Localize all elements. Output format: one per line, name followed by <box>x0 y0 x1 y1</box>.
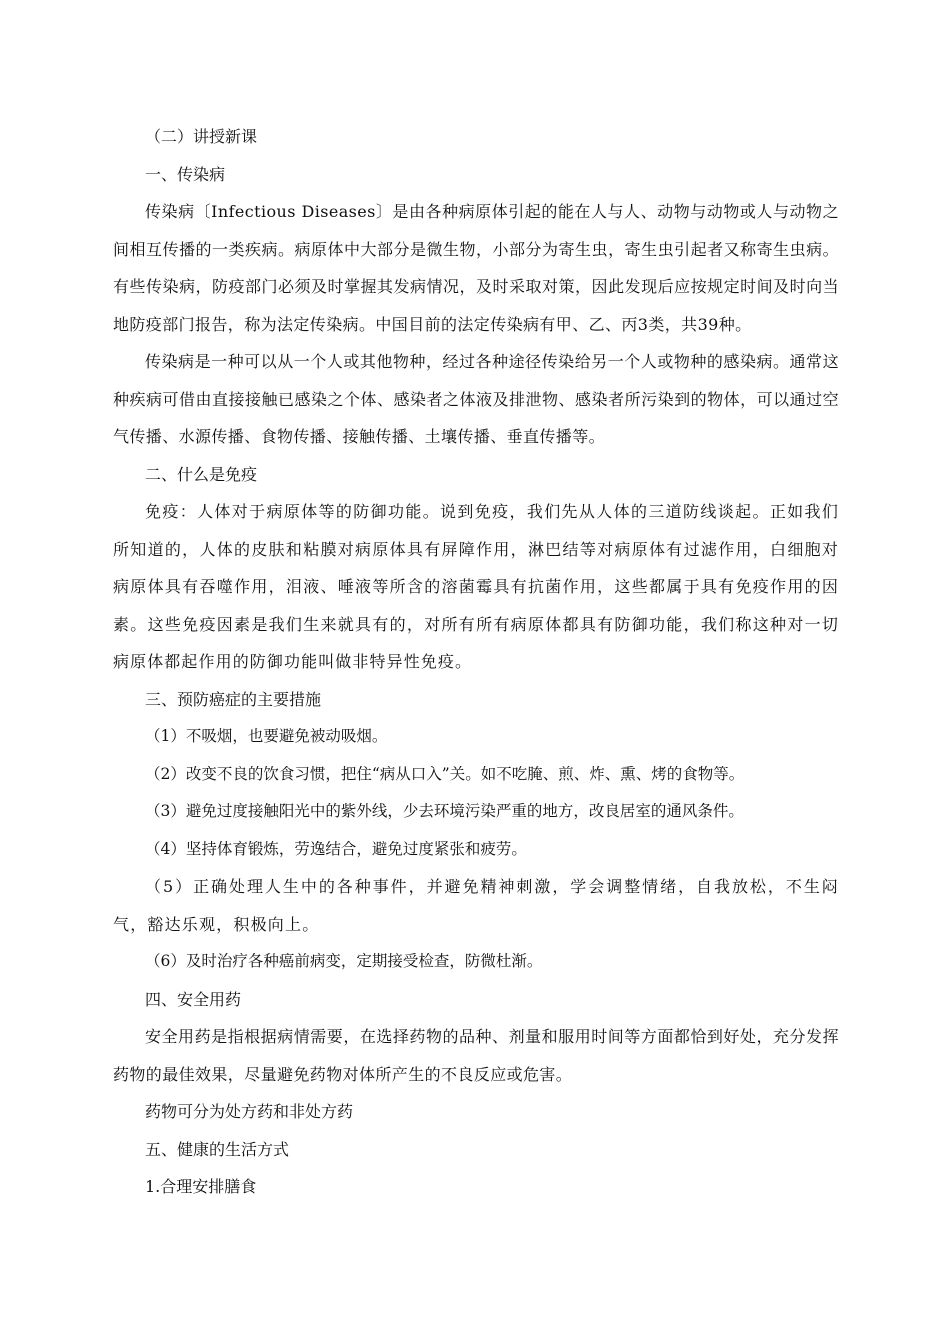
section-4-paragraph-1: 安全用药是指根据病情需要，在选择药物的品种、剂量和服用时间等方面都恰到好处，充分发挥药物的最佳效果，尽量避免药物对体所产生的不良反应或危害。 <box>113 1027 839 1084</box>
section-3-item-4: （4）坚持体育锻炼，劳逸结合，避免过度紧张和疲劳。 <box>145 839 527 858</box>
section-2-heading: 二、什么是免疫 <box>145 464 258 484</box>
section-3-item-2: （2）改变不良的饮食习惯，把住“病从口入”关。如不吃腌、煎、炸、熏、烤的食物等。 <box>145 764 745 783</box>
section-3-item-6: （6）及时治疗各种癌前病变，定期接受检查，防微杜渐。 <box>145 952 543 970</box>
section-3-item-3: （3）避免过度接触阳光中的紫外线，少去环境污染严重的地方，改良居室的通风条件。 <box>145 802 744 820</box>
section-4-heading: 四、安全用药 <box>145 989 242 1009</box>
section-5-heading: 五、健康的生活方式 <box>145 1139 290 1159</box>
section-intro-heading: （二）讲授新课 <box>145 127 258 146</box>
section-2-paragraph-1: 免疫：人体对于病原体等的防御功能。说到免疫，我们先从人体的三道防线谈起。正如我们所知道的，人体的皮肤和粘膜对病原体具有屏障作用，淋巴结等对病原体有过滤作用，白细胞对病原体具有吞噬作用，泪液、唾液等所含的溶菌霉具有抗菌作用，这些都属于具有免疫作用的因素。这些免疫因素是我们生来就具有的，对所有所有病原体都具有防御功能，我们称这种对一切病原体都起作用的防御功能叫做非特异性免疫。 <box>113 502 839 671</box>
section-1-paragraph-2: 传染病是一种可以从一个人或其他物种，经过各种途径传染给另一个人或物种的感染病。通常这种疾病可借由直接接触已感染之个体、感染者之体液及排泄物、感染者所污染到的物体，可以通过空气传播、水源传播、食物传播、接触传播、土壤传播、垂直传播等。 <box>113 352 839 446</box>
section-3-heading: 三、预防癌症的主要措施 <box>145 689 322 709</box>
document-body <box>113 118 839 1206</box>
section-1-paragraph-1: 传染病〔Infectious Diseases〕是由各种病原体引起的能在人与人、动物与动物或人与动物之间相互传播的一类疾病。病原体中大部分是微生物，小部分为寄生虫，寄生虫引起者又称寄生虫病。有些传染病，防疫部门必须及时掌握其发病情况，及时采取对策，因此发现后应按规定时间及时向当地防疫部门报告，称为法定传染病。中国目前的法定传染病有甲、乙、丙3类，共39种。 <box>113 202 839 334</box>
section-1-heading: 一、传染病 <box>145 164 226 184</box>
section-3-item-5: （5）正确处理人生中的各种事件，并避免精神刺激，学会调整情绪，自我放松，不生闷气，豁达乐观，积极向上。 <box>113 877 839 934</box>
section-5-item-1: 1.合理安排膳食 <box>145 1177 257 1196</box>
section-3-item-1: （1）不吸烟，也要避免被动吸烟。 <box>145 727 388 745</box>
section-4-paragraph-2: 药物可分为处方药和非处方药 <box>145 1102 354 1121</box>
